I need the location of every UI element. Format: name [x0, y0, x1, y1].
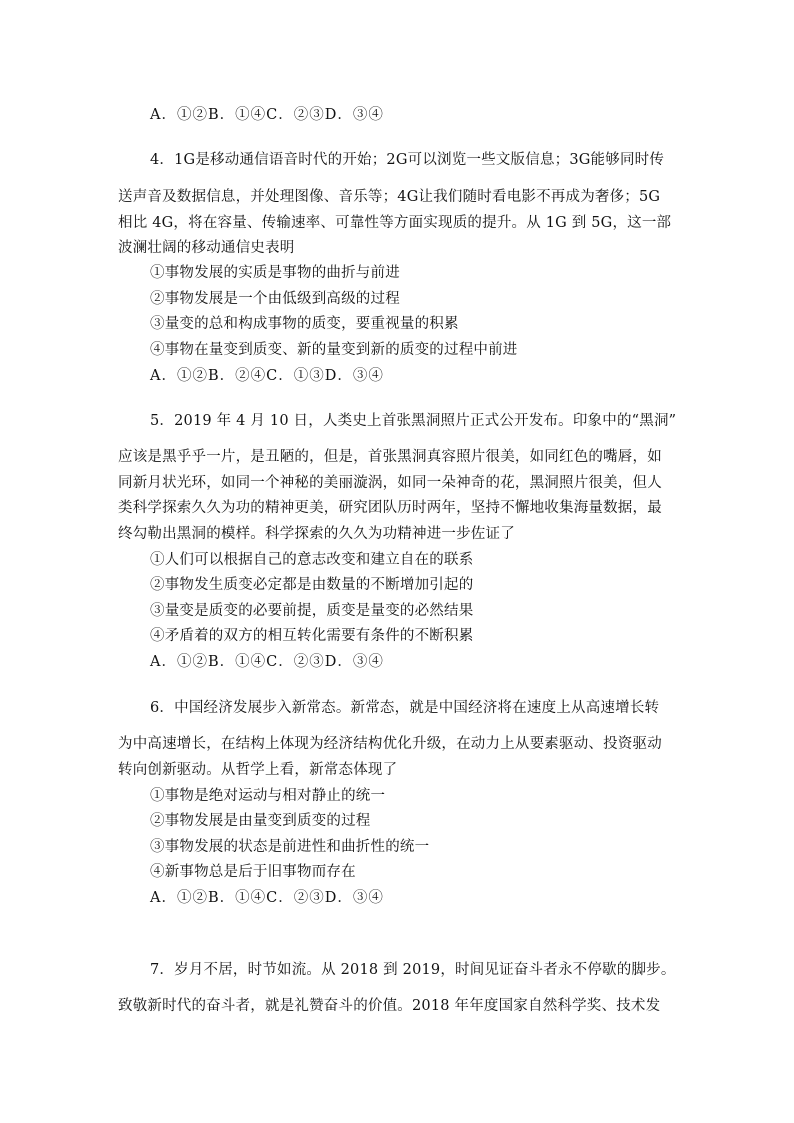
- question-6-option-4: ④新事物总是后于旧事物而存在: [150, 864, 356, 880]
- question-7-stem-line-1: 7．岁月不居，时节如流。从 2018 到 2019，时间见证奋斗者永不停歇的脚步。: [150, 962, 676, 978]
- question-4-stem-line-3: 相比 4G，将在容量、传输速率、可靠性等方面实现质的提升。从 1G 到 5G，这一部: [118, 215, 672, 231]
- question-5-option-2: ②事物发生质变必定都是由数量的不断增加引起的: [150, 577, 474, 593]
- question-6-stem-line-2: 为中高速增长，在结构上体现为经济结构优化升级，在动力上从要素驱动、投资驱动: [118, 736, 662, 752]
- question-5-stem-line-5: 终勾勒出黑洞的模样。科学探索的久久为功精神进一步佐证了: [118, 526, 515, 542]
- question-5-stem-line-2: 应该是黑乎乎一片，是丑陋的，但是，首张黑洞真容照片很美，如同红色的嘴唇，如: [118, 449, 662, 465]
- question-6-stem-line-3: 转向创新驱动。从哲学上看，新常态体现了: [118, 762, 398, 778]
- question-4-answer-options: A．①②B．②④C．①③D．③④: [150, 368, 384, 384]
- question-5-stem-line-4: 类科学探索久久为功的精神更美，研究团队历时两年，坚持不懈地收集海量数据，最: [118, 500, 662, 516]
- question-4-stem-line-1: 4．1G是移动通信语音时代的开始；2G可以浏览一些文版信息；3G能够同时传: [150, 152, 665, 168]
- question-7-stem-line-2: 致敬新时代的奋斗者，就是礼赞奋斗的价值。2018 年年度国家自然科学奖、技术发: [118, 998, 661, 1014]
- question-6-answer-options: A．①②B．①④C．②③D．③④: [150, 890, 384, 906]
- question-4-option-3: ③量变的总和构成事物的质变，要重视量的积累: [150, 316, 459, 332]
- question-6-option-2: ②事物发展是由量变到质变的过程: [150, 813, 371, 829]
- question-5-answer-options: A．①②B．①④C．②③D．③④: [150, 654, 384, 670]
- question-5-option-1: ①人们可以根据自己的意志改变和建立自在的联系: [150, 552, 474, 568]
- question-6-option-1: ①事物是绝对运动与相对静止的统一: [150, 788, 386, 804]
- question-6-stem-line-1: 6．中国经济发展步入新常态。新常态，就是中国经济将在速度上从高速增长转: [150, 700, 660, 716]
- question-5-stem-line-1: 5．2019 年 4 月 10 日，人类史上首张黑洞照片正式公开发布。印象中的“黑洞”: [150, 413, 677, 429]
- question-5-option-4: ④矛盾着的双方的相互转化需要有条件的不断积累: [150, 628, 474, 644]
- previous-question-answer-options: A．①②B．①④C．②③D．③④: [150, 107, 384, 123]
- question-4-stem-line-4: 波澜壮阔的移动通信史表明: [118, 240, 295, 256]
- question-6-option-3: ③事物发展的状态是前进性和曲折性的统一: [150, 839, 430, 855]
- question-4-option-4: ④事物在量变到质变、新的量变到新的质变的过程中前进: [150, 342, 518, 358]
- question-4-option-2: ②事物发展是一个由低级到高级的过程: [150, 291, 400, 307]
- question-5-option-3: ③量变是质变的必要前提，质变是量变的必然结果: [150, 603, 474, 619]
- question-5-stem-line-3: 同新月状光环，如同一个神秘的美丽漩涡，如同一朵神奇的花，黑洞照片很美，但人: [118, 475, 662, 491]
- question-4-option-1: ①事物发展的实质是事物的曲折与前进: [150, 265, 400, 281]
- question-4-stem-line-2: 送声音及数据信息，并处理图像、音乐等；4G让我们随时看电影不再成为奢侈；5G: [118, 189, 661, 205]
